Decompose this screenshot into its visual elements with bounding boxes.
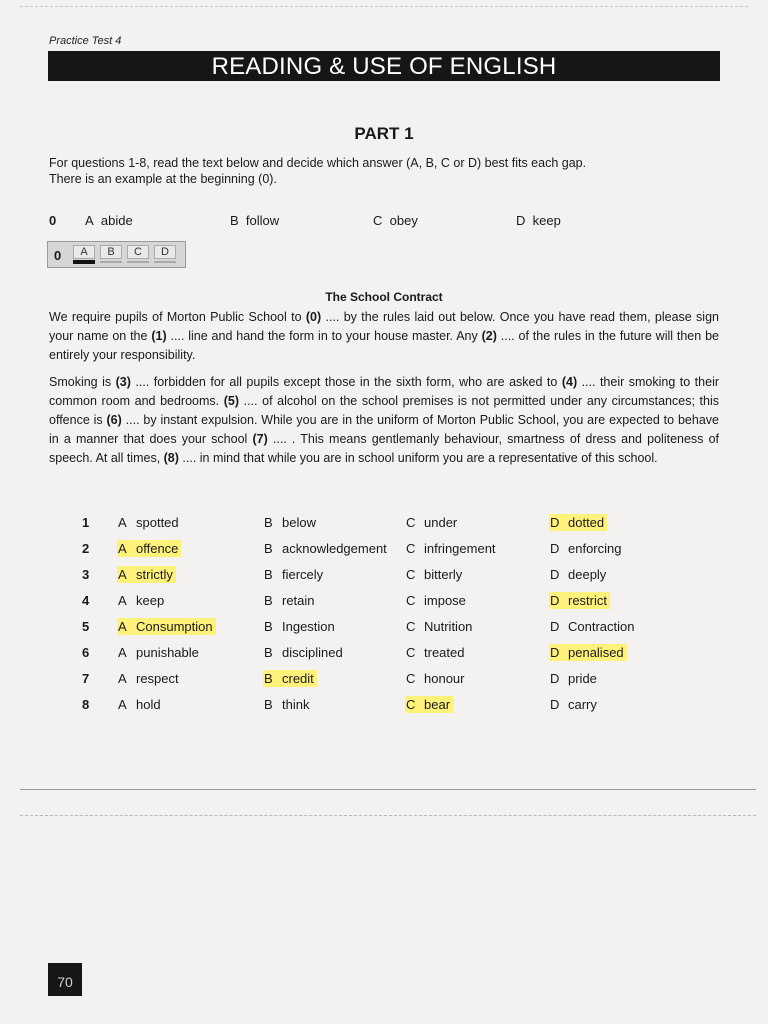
option-letter: B	[264, 515, 273, 530]
instructions-line-1: For questions 1-8, read the text below and decide which answer (A, B, C or D) best fits each gap.	[49, 156, 587, 170]
answer-option	[549, 696, 600, 713]
section-banner: READING & USE OF ENGLISH	[48, 51, 720, 81]
passage-title: The School Contract	[325, 290, 443, 304]
answer-option	[263, 644, 346, 661]
option-letter: D	[550, 593, 560, 608]
answer-option	[117, 592, 167, 609]
question-number: 5	[82, 619, 90, 634]
gap-marker: (8)	[163, 451, 179, 465]
answer-sheet-number: 0	[54, 248, 62, 263]
option-word: follow	[245, 213, 280, 228]
example-option-d	[516, 213, 561, 228]
option-word: credit	[282, 671, 314, 686]
answer-option-highlighted	[549, 592, 610, 609]
option-word: bear	[424, 697, 451, 712]
answer-option	[549, 618, 637, 635]
option-letter: D	[550, 567, 560, 582]
option-word: abide	[100, 213, 133, 228]
example-row	[49, 213, 729, 231]
option-letter: C	[373, 213, 383, 228]
passage-text: .... in mind that while you are in school uniform you are a representative of this school.	[178, 451, 658, 465]
passage-text: .... by instant expulsion. While you are in the uniform of Morton Public School, you are expected to behave in a manner that does your school	[49, 413, 719, 446]
gap-marker: (1)	[151, 329, 167, 343]
answer-option-highlighted	[263, 670, 317, 687]
passage-text: .... by the rules laid out below. Once you have read them, please sign your name on the	[49, 310, 719, 343]
option-word: think	[282, 697, 310, 712]
question-number: 3	[82, 567, 90, 582]
answer-sheet-empty-bar	[127, 261, 149, 263]
answer-option	[263, 696, 312, 713]
option-word: pride	[568, 671, 597, 686]
answer-option	[405, 592, 469, 609]
instructions	[49, 155, 729, 187]
option-letter: A	[118, 645, 127, 660]
top-dashed-rule	[20, 6, 748, 7]
option-letter: D	[550, 671, 560, 686]
option-letter: D	[516, 213, 526, 228]
passage-text: .... . This means gentlemanly behaviour, smartness of dress and politeness of speech. At all times,	[49, 432, 719, 465]
answer-option	[117, 696, 164, 713]
option-word: offence	[136, 541, 179, 556]
option-word: penalised	[568, 645, 624, 660]
option-letter: B	[264, 541, 273, 556]
option-letter: A	[118, 619, 127, 634]
question-row	[0, 512, 768, 538]
answer-option	[263, 540, 390, 557]
option-letter: B	[264, 567, 273, 582]
page-number: 70	[48, 963, 82, 996]
option-letter: C	[406, 671, 416, 686]
answer-option	[405, 618, 475, 635]
gap-marker: (5)	[223, 394, 240, 408]
bottom-rule	[20, 789, 756, 790]
answer-sheet-marked-bar	[73, 260, 95, 264]
option-word: below	[282, 515, 316, 530]
answer-sheet-letter-c: C	[127, 245, 149, 259]
answer-option	[405, 670, 467, 687]
answer-option	[117, 644, 202, 661]
option-word: Consumption	[136, 619, 213, 634]
passage-body	[49, 308, 719, 476]
option-letter: A	[85, 213, 94, 228]
gap-marker: (3)	[115, 375, 131, 389]
answer-option	[549, 670, 600, 687]
option-letter: B	[264, 619, 273, 634]
answer-option	[405, 566, 465, 583]
option-word: deeply	[568, 567, 607, 582]
passage-text: .... line and hand the form in to your house master. Any	[166, 329, 482, 343]
bottom-dashed-rule	[20, 815, 756, 816]
option-letter: B	[264, 697, 273, 712]
option-word: Nutrition	[424, 619, 473, 634]
part-title: PART 1	[354, 124, 414, 143]
option-word: restrict	[568, 593, 607, 608]
example-number: 0	[49, 213, 57, 228]
option-word: Contraction	[568, 619, 635, 634]
answer-option	[549, 540, 624, 557]
answer-option	[405, 540, 499, 557]
question-number: 6	[82, 645, 90, 660]
option-word: honour	[424, 671, 465, 686]
gap-marker: (4)	[561, 375, 578, 389]
passage-text: .... forbidden for all pupils except those in the sixth form, who are asked to	[130, 375, 562, 389]
answer-option-highlighted	[117, 540, 181, 557]
example-option-c	[373, 213, 418, 228]
option-letter: A	[118, 515, 127, 530]
question-number: 2	[82, 541, 90, 556]
passage-text: .... their smoking to their common room and bedrooms.	[49, 375, 720, 408]
answer-option-highlighted	[549, 514, 607, 531]
answer-option	[263, 566, 326, 583]
question-row	[0, 590, 768, 616]
option-word: strictly	[136, 567, 173, 582]
question-row	[0, 616, 768, 642]
gap-marker: (2)	[481, 329, 497, 343]
option-word: keep	[532, 213, 561, 228]
example-option-b	[230, 213, 279, 228]
passage-text: .... of the rules in the future will then be entirely your responsibility.	[49, 329, 719, 362]
gap-marker: (6)	[106, 413, 122, 427]
passage-paragraph-2	[49, 373, 719, 468]
option-letter: B	[230, 213, 239, 228]
option-letter: B	[264, 593, 273, 608]
option-letter: D	[550, 515, 560, 530]
option-word: keep	[136, 593, 165, 608]
passage-text: Smoking is	[49, 375, 116, 389]
question-row	[0, 564, 768, 590]
option-letter: A	[118, 671, 127, 686]
answer-option	[405, 514, 460, 531]
option-word: dotted	[568, 515, 605, 530]
option-word: impose	[424, 593, 466, 608]
answer-option-highlighted	[405, 696, 453, 713]
gap-marker: (7)	[252, 432, 268, 446]
option-word: respect	[136, 671, 179, 686]
option-letter: B	[264, 671, 273, 686]
option-word: obey	[389, 213, 418, 228]
option-word: acknowledgement	[282, 541, 387, 556]
answer-options-grid	[0, 512, 768, 720]
example-answer-sheet	[47, 241, 186, 268]
question-number: 1	[82, 515, 90, 530]
question-row	[0, 538, 768, 564]
answer-option	[263, 514, 319, 531]
option-letter: C	[406, 515, 416, 530]
answer-option-highlighted	[117, 618, 216, 635]
option-letter: C	[406, 593, 416, 608]
question-row	[0, 668, 768, 694]
option-word: infringement	[424, 541, 496, 556]
option-word: carry	[568, 697, 597, 712]
answer-option	[117, 514, 182, 531]
option-word: Ingestion	[282, 619, 335, 634]
answer-sheet-letter-d: D	[154, 245, 176, 259]
answer-option	[549, 566, 609, 583]
option-word: disciplined	[282, 645, 343, 660]
answer-sheet-empty-bar	[100, 261, 122, 263]
option-word: retain	[282, 593, 315, 608]
question-row	[0, 694, 768, 720]
option-letter: C	[406, 645, 416, 660]
option-letter: A	[118, 593, 127, 608]
passage-paragraph-1	[49, 308, 719, 365]
answer-sheet-empty-bar	[154, 261, 176, 263]
answer-sheet-letter-b: B	[100, 245, 122, 259]
option-letter: A	[118, 697, 127, 712]
answer-option	[405, 644, 467, 661]
option-letter: C	[406, 567, 416, 582]
option-word: fiercely	[282, 567, 324, 582]
option-letter: C	[406, 541, 416, 556]
question-number: 8	[82, 697, 90, 712]
option-letter: A	[118, 567, 127, 582]
option-letter: D	[550, 697, 560, 712]
option-word: hold	[136, 697, 161, 712]
option-word: bitterly	[424, 567, 463, 582]
answer-option-highlighted	[549, 644, 627, 661]
question-row	[0, 642, 768, 668]
answer-option-highlighted	[117, 566, 176, 583]
passage-text: .... of alcohol on the school premises is not permitted under any circumstances; this offence is	[49, 394, 719, 427]
option-letter: D	[550, 619, 560, 634]
instructions-line-2: There is an example at the beginning (0).	[49, 172, 277, 186]
answer-option	[117, 670, 182, 687]
option-word: punishable	[136, 645, 199, 660]
option-word: enforcing	[568, 541, 622, 556]
option-word: spotted	[136, 515, 179, 530]
option-letter: C	[406, 697, 416, 712]
option-letter: A	[118, 541, 127, 556]
gap-marker: (0)	[305, 310, 322, 324]
option-letter: D	[550, 541, 560, 556]
passage-text: We require pupils of Morton Public School to	[49, 310, 306, 324]
question-number: 7	[82, 671, 90, 686]
answer-option	[263, 618, 338, 635]
option-letter: D	[550, 645, 560, 660]
option-letter: C	[406, 619, 416, 634]
question-number: 4	[82, 593, 90, 608]
answer-option	[263, 592, 318, 609]
option-word: under	[424, 515, 458, 530]
option-word: treated	[424, 645, 465, 660]
example-option-a	[85, 213, 133, 228]
answer-sheet-letter-a: A	[73, 245, 95, 259]
practice-test-label: Practice Test 4	[49, 35, 122, 47]
option-letter: B	[264, 645, 273, 660]
